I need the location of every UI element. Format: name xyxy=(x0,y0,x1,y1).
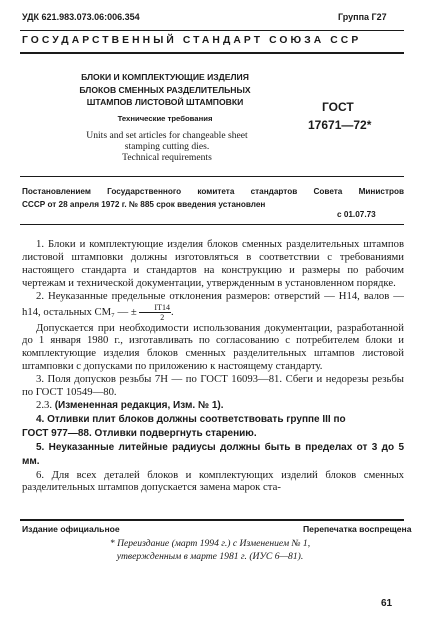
paragraph-text: 2. Неуказанные предельные отклонения размеров: отверстий — H14, валов — h14, остальных CM₇ — ± xyxy=(22,289,404,318)
english-title-line: stamping cutting dies. xyxy=(124,141,210,152)
body-text xyxy=(22,238,404,494)
paragraph: Допускается при необходимости использования документации, разработанной до 1 января 1980 г., изготавливать по согласованию с потребителем блоки и комплектующие изделия блоков сменных разделительных штампов листовой штамповки с допусками по приложению к настоящему стандарту. xyxy=(22,321,404,373)
paragraph: 1. Блоки и комплектующие изделия блоков сменных разделительных штампов листовой штамповки должны изготовляться в соответствии с требованиями настоящего стандарта и стандартов на конструкцию и размеры по рабочим чертежам и технической документации, утвержденным в установленном порядке. xyxy=(22,238,404,289)
paragraph xyxy=(22,399,404,413)
reissue-note xyxy=(40,538,380,563)
heading-rule xyxy=(20,52,404,54)
bold-text: 5. Неуказанные литейные радиусы должны быть в пределах от 3 до 5 мм. xyxy=(22,441,404,467)
page-number: 61 xyxy=(381,598,393,609)
document-title xyxy=(45,71,285,109)
decree-text xyxy=(22,185,404,211)
title-line: БЛОКОВ СМЕННЫХ РАЗДЕЛИТЕЛЬНЫХ xyxy=(79,84,251,95)
bold-text: ГОСТ 977—88. Отливки подвергнуть старению. xyxy=(22,427,257,439)
paragraph xyxy=(22,413,404,427)
paragraph: 3. Поля допусков резьбы 7H — по ГОСТ 16093—81. Сбеги и недорезы резьбы по ГОСТ 10549—80. xyxy=(22,373,404,399)
title-line: БЛОКИ И КОМПЛЕКТУЮЩИЕ ИЗДЕЛИЯ xyxy=(81,72,249,82)
date-rule xyxy=(20,224,404,225)
fraction-denominator: 2 xyxy=(160,312,165,322)
bold-text: 4. Отливки плит блоков должны соответствовать группе III по xyxy=(36,413,346,425)
fraction-numerator: IT14 xyxy=(139,303,171,313)
tech-requirements-subtitle: Технические требования xyxy=(117,114,213,123)
group-code: Группа Г27 xyxy=(338,12,387,22)
clause-ref: 2.3. xyxy=(36,398,53,411)
amendment-note: (Измененная редакция, Изм. № 1). xyxy=(54,399,224,411)
udk-code: УДК 621.983.073.06:006.354 xyxy=(22,12,140,22)
gost-label: ГОСТ xyxy=(322,100,354,114)
paragraph xyxy=(22,290,404,322)
gost-number: 17671—72* xyxy=(308,118,372,132)
fraction xyxy=(139,303,171,322)
decree-line: Постановлением Государственного комитета стандартов Совета Министров xyxy=(22,187,404,196)
official-edition: Издание официальное xyxy=(22,524,120,534)
reissue-line: утвержденным в марте 1981 г. (ИУС 6—81). xyxy=(116,550,304,562)
english-title xyxy=(52,130,282,163)
state-standard-heading: ГОСУДАРСТВЕННЫЙ СТАНДАРТ СОЮЗА ССР xyxy=(22,35,362,46)
footer-rule xyxy=(20,519,404,521)
english-title-line: Units and set articles for changeable sheet xyxy=(86,130,248,141)
reissue-line: * Переиздание (март 1994 г.) с Изменением № 1, xyxy=(109,538,311,549)
paragraph xyxy=(22,441,404,469)
decree-line: СССР от 28 апреля 1972 г. № 885 срок введения установлен xyxy=(22,200,266,209)
paragraph xyxy=(22,427,404,441)
top-rule xyxy=(20,30,404,31)
paragraph-end: . xyxy=(170,305,174,318)
decree-rule xyxy=(20,176,404,177)
effective-date: с 01.07.73 xyxy=(337,210,376,219)
reprint-prohibited: Перепечатка воспрещена xyxy=(303,524,412,534)
paragraph: 6. Для всех деталей блоков и комплектующих изделий блоков сменных разделительных штампов допускается замена марок ста- xyxy=(22,468,404,494)
english-title-line: Technical requirements xyxy=(122,152,212,163)
title-line: ШТАМПОВ ЛИСТОВОЙ ШТАМПОВКИ xyxy=(86,97,244,107)
